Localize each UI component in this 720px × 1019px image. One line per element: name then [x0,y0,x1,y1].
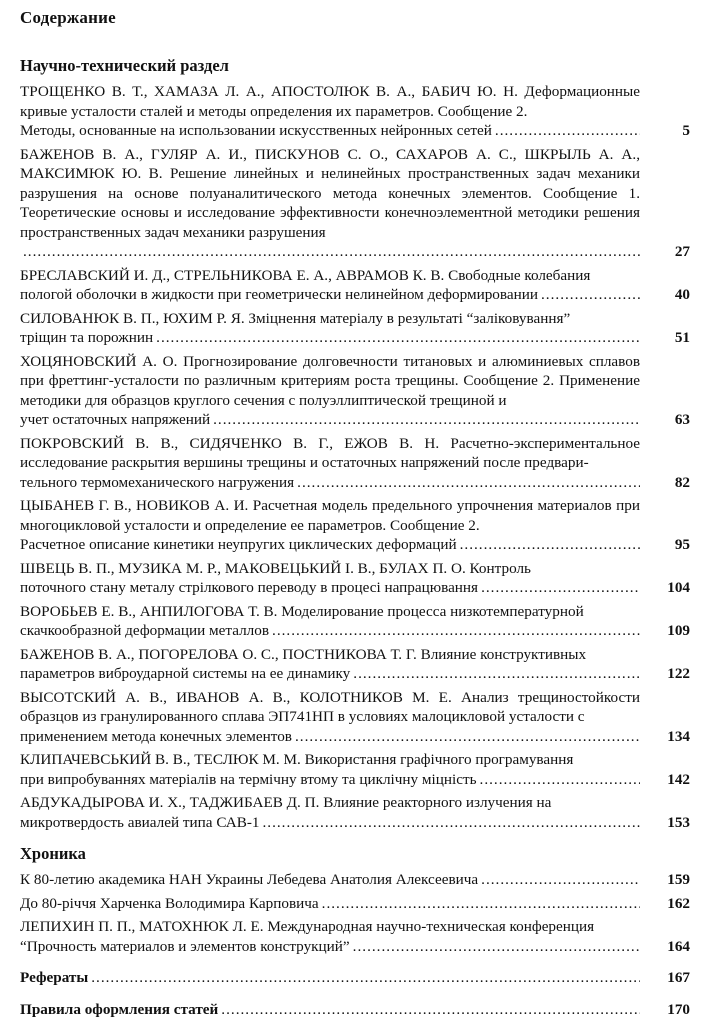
toc-entry-tail: К 80-летию академика НАН Украины Лебедева Анатолия Алексеевича [20,870,478,890]
toc-entry-text: БАЖЕНОВ В. А., ГУЛЯР А. И., ПИСКУНОВ С. О., САХАРОВ А. С., ШКРЫЛЬ А. А., МАКСИМЮК Ю. В. Решение линейных и нелинейных пространственных задач механики разрушения на основе полуаналитического метода конечных элементов. Сообщение 1. Теоретические основы и исследование эффективности конечноэлементной методики решения пространственных задач механики разрушения [20,145,640,243]
toc-entry[interactable] [20,894,690,914]
toc-entry[interactable] [20,352,690,430]
toc-entry-tail: Расчетное описание кинетики неупругих циклических деформаций [20,535,457,555]
section-heading: Хроника [20,844,690,864]
toc-entry-text: БРЕСЛАВСКИЙ И. Д., СТРЕЛЬНИКОВА Е. А., АВРАМОВ К. В. Свободные колебания [20,266,640,286]
dot-leader [91,968,640,988]
toc-entry-last-line [20,285,640,305]
dot-leader [23,242,640,262]
toc-entry[interactable] [20,793,690,832]
toc-entry-text: ХОЦЯНОВСКИЙ А. О. Прогнозирование долговечности титановых и алюминиевых сплавов при фреттинг-усталости по различным критериям роста трещины. Сообщение 2. Применение методики для образцов круглого сечения с полуэллиптической трещиной и [20,352,640,411]
toc-entry[interactable] [20,266,690,305]
page-number: 153 [646,813,690,833]
section-heading: Научно-технический раздел [20,56,690,76]
page-number: 82 [646,473,690,493]
page-number: 40 [646,285,690,305]
toc-entry[interactable] [20,750,690,789]
page-number: 134 [646,727,690,747]
dot-leader [460,535,640,555]
page-number: 159 [646,870,690,890]
toc-entry-last-line [20,410,640,430]
toc-entry-last-line [20,1000,640,1019]
page-number: 122 [646,664,690,684]
toc-entry-text: ЦЫБАНЕВ Г. В., НОВИКОВ А. И. Расчетная модель предельного упрочнения материалов при многоцикловой усталости и определение ее параметров. Сообщение 2. [20,496,640,535]
toc-entry-last-line [20,242,640,262]
toc-entry-last-line [20,328,640,348]
toc-entry-tail: поточного стану металу стрілкового переводу в процесі напрацювання [20,578,478,598]
toc-entry-tail: Рефераты [20,968,88,988]
toc-entry-tail: Правила оформления статей [20,1000,218,1019]
toc-entry-last-line [20,578,640,598]
toc-entry-tail: “Прочность материалов и элементов конструкций” [20,937,350,957]
toc-entry[interactable] [20,309,690,348]
page-number: 170 [646,1000,690,1019]
toc-entry-tail: микротвердость авиалей типа САВ-1 [20,813,259,833]
dot-leader [481,870,640,890]
toc-entry-last-line [20,968,640,988]
dot-leader [295,727,640,747]
toc-entry[interactable] [20,645,690,684]
toc-entry-tail: учет остаточных напряжений [20,410,210,430]
dot-leader [495,121,640,141]
toc-entry-tail: применением метода конечных элементов [20,727,292,747]
toc-entry-tail: параметров виброударной системы на ее динамику [20,664,350,684]
page-number: 5 [646,121,690,141]
page-number: 109 [646,621,690,641]
toc-entry-text: ПОКРОВСКИЙ В. В., СИДЯЧЕНКО В. Г., ЕЖОВ В. Н. Расчетно-экспериментальное исследование раскрытия вершины трещины и остаточных напряжений после предвари- [20,434,640,473]
toc-entry-last-line [20,894,640,914]
dot-leader [353,664,640,684]
toc-entry-last-line [20,727,640,747]
toc-entry[interactable] [20,145,690,262]
toc-entry[interactable] [20,434,690,493]
toc-entry-text: ВЫСОТСКИЙ А. В., ИВАНОВ А. В., КОЛОТНИКОВ М. Е. Анализ трещиностойкости образцов из гранулированного сплава ЭП741НП в условиях малоцикловой усталости с [20,688,640,727]
dot-leader [353,937,640,957]
toc-entry[interactable] [20,968,690,988]
dot-leader [213,410,640,430]
toc-entry-last-line [20,813,640,833]
toc-entry[interactable] [20,688,690,747]
toc-entry-last-line [20,937,640,957]
toc-entry-text: ЛЕПИХИН П. П., МАТОХНЮК Л. Е. Международная научно-техническая конференция [20,917,640,937]
toc-entry[interactable] [20,559,690,598]
dot-leader [297,473,640,493]
toc-entry-last-line [20,535,640,555]
toc-entry-text: ШВЕЦЬ В. П., МУЗИКА М. Р., МАКОВЕЦЬКИЙ І. В., БУЛАХ П. О. Контроль [20,559,640,579]
toc-list-extras [20,968,690,1019]
toc-entry-last-line [20,664,640,684]
toc-entry-last-line [20,770,640,790]
toc-entry-text: КЛИПАЧЕВСЬКИЙ В. В., ТЕСЛЮК М. М. Використання графічного програмування [20,750,640,770]
toc-entry-last-line [20,870,640,890]
toc-entry-text: АБДУКАДЫРОВА И. Х., ТАДЖИБАЕВ Д. П. Влияние реакторного излучения на [20,793,640,813]
toc-entry[interactable] [20,496,690,555]
page-number: 95 [646,535,690,555]
toc-list [20,870,690,956]
toc-entry-tail: До 80-річчя Харченка Володимира Карповича [20,894,319,914]
toc-entry-tail: при випробуваннях матеріалів на термічну втому та циклічну міцність [20,770,477,790]
toc-entry[interactable] [20,82,690,141]
toc-entry-text: СИЛОВАНЮК В. П., ЮХИМ Р. Я. Зміцнення матеріалу в результаті “заліковування” [20,309,640,329]
page-number: 142 [646,770,690,790]
page-number: 51 [646,328,690,348]
toc-entry[interactable] [20,602,690,641]
toc-entry-tail: тріщин та порожнин [20,328,153,348]
toc-entry-text: ВОРОБЬЕВ Е. В., АНПИЛОГОВА Т. В. Моделирование процесса низкотемпературной [20,602,640,622]
toc-entry-tail: Методы, основанные на использовании искусственных нейронных сетей [20,121,492,141]
toc-entry-last-line [20,473,640,493]
toc-entry-text: ТРОЩЕНКО В. Т., ХАМАЗА Л. А., АПОСТОЛЮК В. А., БАБИЧ Ю. Н. Деформационные кривые усталости сталей и методы определения их параметров. Сообщение 2. [20,82,640,121]
dot-leader [480,770,640,790]
page-number: 63 [646,410,690,430]
toc-entry-last-line [20,621,640,641]
toc-entry-text: БАЖЕНОВ В. А., ПОГОРЕЛОВА О. С., ПОСТНИКОВА Т. Г. Влияние конструктивных [20,645,640,665]
dot-leader [322,894,640,914]
toc-sections [20,56,690,956]
toc-entry-last-line [20,121,640,141]
toc-entry[interactable] [20,870,690,890]
page-number: 104 [646,578,690,598]
toc-entry-tail: скачкообразной деформации металлов [20,621,269,641]
page-number: 27 [646,242,690,262]
page-number: 162 [646,894,690,914]
dot-leader [156,328,640,348]
page-title: Содержание [20,8,690,28]
page-number: 164 [646,937,690,957]
dot-leader [541,285,640,305]
toc-entry-tail: пологой оболочки в жидкости при геометрически нелинейном деформировании [20,285,538,305]
toc-entry-tail: тельного термомеханического нагружения [20,473,294,493]
toc-list [20,82,690,832]
page-number: 167 [646,968,690,988]
dot-leader [221,1000,640,1019]
toc-entry[interactable] [20,917,690,956]
toc-entry[interactable] [20,1000,690,1019]
dot-leader [481,578,640,598]
toc-extras [20,968,690,1019]
dot-leader [272,621,640,641]
dot-leader [262,813,640,833]
